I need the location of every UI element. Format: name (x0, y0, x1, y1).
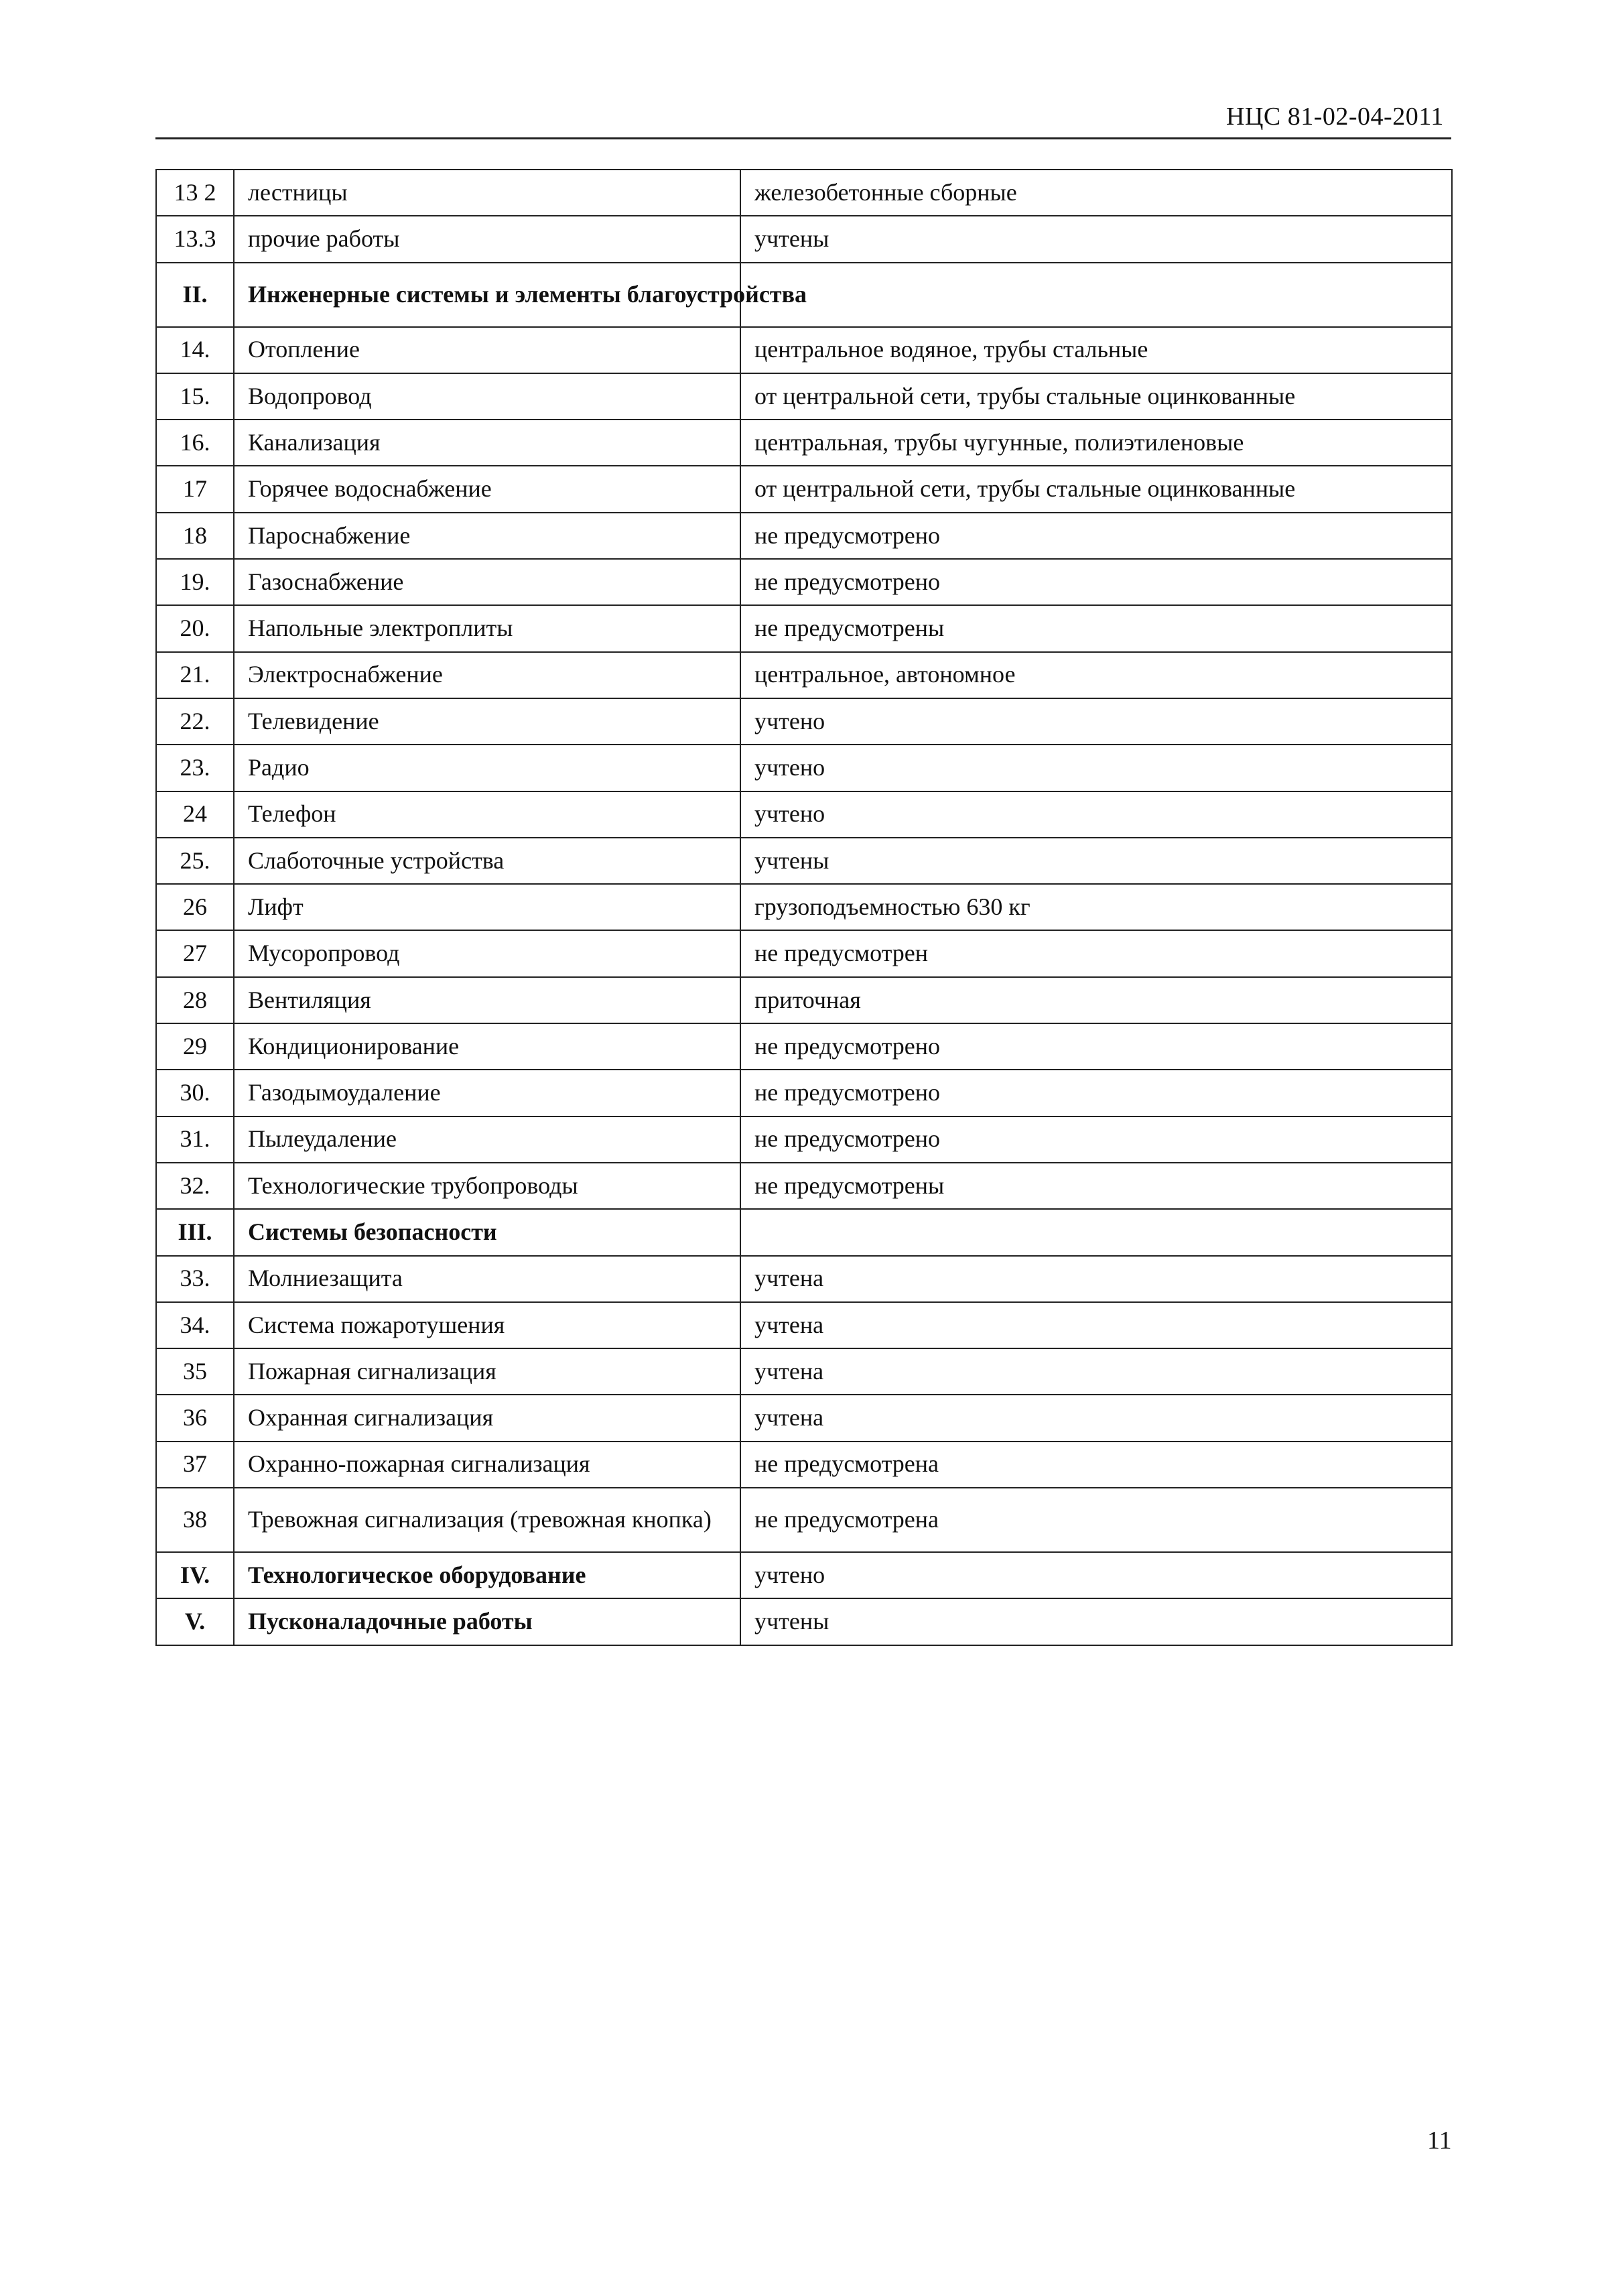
table-row (156, 884, 1452, 930)
row-value: не предусмотрены (740, 605, 1452, 651)
row-value: не предусмотрена (740, 1488, 1452, 1552)
row-value: учтены (740, 216, 1452, 262)
row-value: центральное водяное, трубы стальные (740, 327, 1452, 373)
row-number: 14. (156, 327, 234, 373)
row-number: 21. (156, 652, 234, 698)
table-row (156, 605, 1452, 651)
row-number: 16. (156, 420, 234, 466)
table-row (156, 1023, 1452, 1070)
row-number: 28 (156, 977, 234, 1023)
table-row (156, 263, 1452, 327)
row-value: учтена (740, 1256, 1452, 1302)
row-value: не предусмотрено (740, 1117, 1452, 1163)
row-value: учтена (740, 1395, 1452, 1441)
row-number: 15. (156, 373, 234, 420)
row-number: III. (156, 1209, 234, 1255)
row-name: Радио (234, 745, 740, 791)
row-value: центральная, трубы чугунные, полиэтиленовые (740, 420, 1452, 466)
row-number: 34. (156, 1302, 234, 1348)
row-number: 19. (156, 559, 234, 605)
row-value: грузоподъемностью 630 кг (740, 884, 1452, 930)
table-row (156, 1348, 1452, 1395)
row-name: Системы безопасности (234, 1209, 740, 1255)
row-name: Лифт (234, 884, 740, 930)
row-number: 18 (156, 513, 234, 559)
row-number: 35 (156, 1348, 234, 1395)
row-value: приточная (740, 977, 1452, 1023)
row-value (740, 263, 1452, 327)
row-name: Охранно-пожарная сигнализация (234, 1442, 740, 1488)
row-number: V. (156, 1598, 234, 1645)
row-value: учтено (740, 698, 1452, 745)
table-row (156, 1117, 1452, 1163)
table-row (156, 420, 1452, 466)
row-value: не предусмотрено (740, 513, 1452, 559)
table-row (156, 1209, 1452, 1255)
header-rule (155, 137, 1451, 139)
row-value: не предусмотрен (740, 930, 1452, 976)
table-row (156, 327, 1452, 373)
row-name: Телефон (234, 791, 740, 838)
row-number: 13.3 (156, 216, 234, 262)
row-name: Система пожаротушения (234, 1302, 740, 1348)
row-number: 22. (156, 698, 234, 745)
row-value: от центральной сети, трубы стальные оцинкованные (740, 373, 1452, 420)
row-name: Напольные электроплиты (234, 605, 740, 651)
row-number: IV. (156, 1552, 234, 1598)
row-name: Пылеудаление (234, 1117, 740, 1163)
row-number: 13 2 (156, 170, 234, 216)
row-value: не предусмотрены (740, 1163, 1452, 1209)
row-value: учтены (740, 1598, 1452, 1645)
row-number: 17 (156, 466, 234, 512)
table-row (156, 791, 1452, 838)
row-name: Охранная сигнализация (234, 1395, 740, 1441)
row-name: Пароснабжение (234, 513, 740, 559)
row-name: Слаботочные устройства (234, 838, 740, 884)
row-value (740, 1209, 1452, 1255)
row-name: Пусконаладочные работы (234, 1598, 740, 1645)
row-name: Тревожная сигнализация (тревожная кнопка) (234, 1488, 740, 1552)
row-number: 33. (156, 1256, 234, 1302)
row-number: 23. (156, 745, 234, 791)
row-number: 31. (156, 1117, 234, 1163)
row-number: 29 (156, 1023, 234, 1070)
row-name: Мусоропровод (234, 930, 740, 976)
specification-table (155, 169, 1453, 1646)
table-row (156, 170, 1452, 216)
row-value: не предусмотрено (740, 1023, 1452, 1070)
table-row (156, 513, 1452, 559)
row-name: Электроснабжение (234, 652, 740, 698)
row-name: Инженерные системы и элементы благоустройства (234, 263, 740, 327)
row-name: Молниезащита (234, 1256, 740, 1302)
row-number: 25. (156, 838, 234, 884)
row-value: учтено (740, 1552, 1452, 1598)
document-code: НЦС 81-02-04-2011 (1226, 103, 1444, 131)
row-value: не предусмотрена (740, 1442, 1452, 1488)
table-row (156, 1598, 1452, 1645)
table-row (156, 1163, 1452, 1209)
row-name: Кондиционирование (234, 1023, 740, 1070)
table-row (156, 1256, 1452, 1302)
row-name: лестницы (234, 170, 740, 216)
table-row (156, 216, 1452, 262)
table-row (156, 1488, 1452, 1552)
table-row (156, 559, 1452, 605)
row-value: учтено (740, 791, 1452, 838)
row-name: Технологическое оборудование (234, 1552, 740, 1598)
row-number: 20. (156, 605, 234, 651)
row-value: не предусмотрено (740, 1070, 1452, 1116)
row-name: Газодымоудаление (234, 1070, 740, 1116)
table-row (156, 745, 1452, 791)
row-name: Газоснабжение (234, 559, 740, 605)
row-name: Водопровод (234, 373, 740, 420)
row-number: 27 (156, 930, 234, 976)
table-row (156, 838, 1452, 884)
table-row (156, 1302, 1452, 1348)
row-number: 36 (156, 1395, 234, 1441)
row-value: центральное, автономное (740, 652, 1452, 698)
page-number: 11 (1427, 2126, 1452, 2155)
row-number: 32. (156, 1163, 234, 1209)
row-number: 37 (156, 1442, 234, 1488)
row-number: 26 (156, 884, 234, 930)
row-name: Отопление (234, 327, 740, 373)
table-row (156, 977, 1452, 1023)
row-number: 30. (156, 1070, 234, 1116)
table-row (156, 466, 1452, 512)
row-value: учтено (740, 745, 1452, 791)
table-row (156, 930, 1452, 976)
table-row (156, 698, 1452, 745)
row-number: 24 (156, 791, 234, 838)
row-name: Вентиляция (234, 977, 740, 1023)
table-row (156, 373, 1452, 420)
row-value: не предусмотрено (740, 559, 1452, 605)
table-row (156, 1442, 1452, 1488)
row-value: учтена (740, 1348, 1452, 1395)
row-name: Горячее водоснабжение (234, 466, 740, 512)
row-number: II. (156, 263, 234, 327)
row-value: от центральной сети, трубы стальные оцинкованные (740, 466, 1452, 512)
row-name: прочие работы (234, 216, 740, 262)
table-row (156, 1552, 1452, 1598)
table-row (156, 652, 1452, 698)
table-body (156, 170, 1452, 1645)
row-value: учтены (740, 838, 1452, 884)
row-value: учтена (740, 1302, 1452, 1348)
row-name: Канализация (234, 420, 740, 466)
row-name: Пожарная сигнализация (234, 1348, 740, 1395)
row-number: 38 (156, 1488, 234, 1552)
table-row (156, 1395, 1452, 1441)
row-value: железобетонные сборные (740, 170, 1452, 216)
row-name: Телевидение (234, 698, 740, 745)
row-name: Технологические трубопроводы (234, 1163, 740, 1209)
table-row (156, 1070, 1452, 1116)
